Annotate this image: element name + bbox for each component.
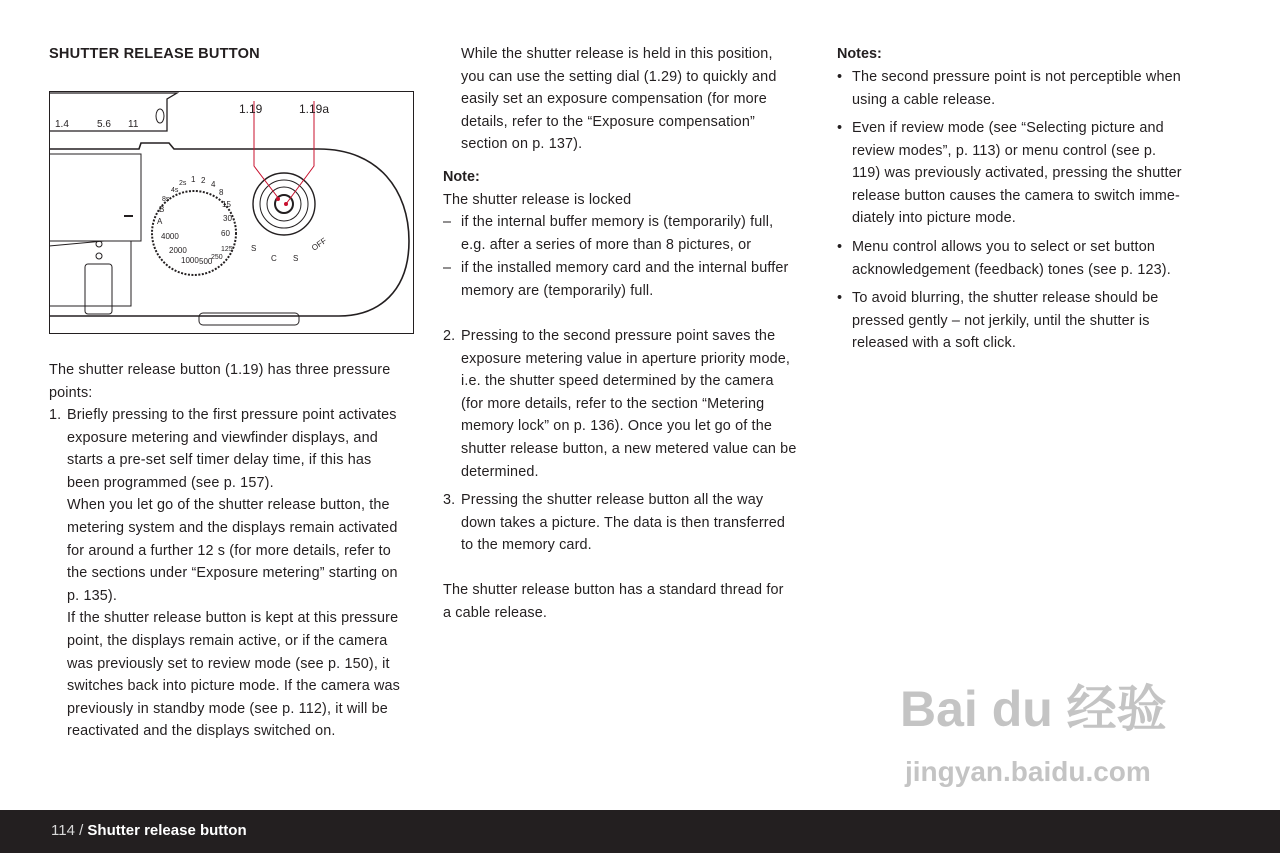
text-line: To avoid blurring, the shutter release should be	[852, 290, 1159, 306]
text-line: review modes”, p. 113) or menu control (see p.	[852, 142, 1157, 159]
watermark-logo: Bai du 经验	[900, 681, 1167, 737]
text-line: Menu control allows you to select or set button	[852, 239, 1156, 255]
text-line: released with a soft click.	[852, 335, 1017, 352]
text-line: exposure metering value in aperture priority mode,	[461, 350, 791, 367]
dial-label: 4s	[171, 187, 179, 194]
text-line: using a cable release.	[852, 91, 996, 108]
text-line: if the internal buffer memory is (temporarily) full,	[461, 214, 774, 230]
list-item-3	[443, 489, 785, 557]
text-line: to the memory card.	[461, 537, 592, 554]
text-line: i.e. the shutter speed determined by the camera	[461, 373, 774, 390]
text-line: p. 135).	[67, 587, 118, 604]
list-marker: –	[443, 260, 452, 276]
dial-label: 2	[201, 176, 206, 185]
notes-bullet-1	[837, 66, 1181, 111]
text-line: e.g. after a series of more than 8 pictures, or	[461, 236, 752, 253]
callout-1-19a: 1.19a	[299, 102, 330, 116]
switch-label: C	[271, 254, 277, 263]
notes-bullet-4	[837, 287, 1158, 355]
list-marker: •	[837, 239, 843, 255]
text-line: pressed gently – not jerkily, until the shutter is	[852, 312, 1150, 329]
scale-label: 5.6	[97, 119, 111, 130]
text-line: Pressing the shutter release button all the way	[461, 492, 764, 508]
dial-label: 30	[223, 214, 232, 223]
dial-label: B	[159, 205, 165, 214]
text-line: If the shutter release button is kept at this pressure	[67, 610, 399, 627]
text-line: been programmed (see p. 157).	[67, 474, 274, 491]
switch-label: OFF	[309, 236, 329, 253]
dial-label: 250	[211, 254, 223, 261]
list-item-2	[443, 325, 797, 483]
camera-top-diagram	[49, 91, 414, 334]
text-line: you can use the setting dial (1.29) to quickly and	[461, 68, 777, 85]
text-line: While the shutter release is held in this position,	[461, 46, 773, 62]
text-line: starts a pre-set self timer delay time, if this has	[67, 452, 372, 469]
text-line: release button causes the camera to switch imme-	[852, 187, 1180, 204]
text-line: was previously set to review mode (see p. 150), it	[67, 655, 390, 672]
text-line: determined.	[461, 463, 539, 480]
dial-label: 1	[191, 175, 196, 184]
dial-label: 1000	[181, 256, 199, 265]
notes-heading: Notes:	[837, 46, 882, 62]
text-line: acknowledgement (feedback) tones (see p. 123).	[852, 261, 1171, 278]
dial-label: 4	[211, 180, 216, 189]
text-line: details, refer to the “Exposure compensation”	[461, 113, 755, 130]
list-marker: •	[837, 290, 843, 306]
list-marker: 1.	[49, 407, 62, 423]
dial-label: 125	[221, 246, 233, 253]
switch-label: S	[251, 244, 257, 253]
text-line: Briefly pressing to the first pressure point activates	[67, 407, 397, 423]
dial-label: 8s	[162, 196, 170, 203]
text-line: The shutter release button (1.19) has three pressure	[49, 362, 391, 378]
note-item-1	[443, 211, 803, 256]
closing-paragraph	[443, 579, 784, 624]
text-line: points:	[49, 384, 93, 401]
text-line: The shutter release button has a standard thread for	[443, 582, 784, 598]
text-line: memory are (temporarily) full.	[461, 282, 654, 299]
list-item-1	[49, 404, 400, 743]
text-line: shutter release button, a new metered value can be	[461, 440, 797, 457]
list-marker: 3.	[443, 492, 456, 508]
page-footer	[0, 810, 1280, 853]
notes-bullet-3	[837, 236, 1171, 281]
note-heading: Note:	[443, 169, 480, 185]
text-line: Pressing to the second pressure point saves the	[461, 328, 776, 344]
dial-label: 500	[199, 257, 213, 266]
baidu-watermark	[900, 680, 1220, 805]
text-line: diately into picture mode.	[852, 210, 1016, 227]
list-marker: 2.	[443, 328, 456, 344]
text-line: switches back into picture mode. If the camera was	[67, 678, 401, 695]
scale-label: 11	[128, 119, 139, 130]
dial-label: 60	[221, 229, 230, 238]
text-line: the sections under “Exposure metering” starting on	[67, 565, 398, 582]
text-line: When you let go of the shutter release button, the	[67, 497, 390, 514]
text-line: point, the displays remain active, or if the camera	[67, 632, 388, 649]
dial-label: 2s	[179, 180, 187, 187]
text-line: Even if review mode (see “Selecting picture and	[852, 120, 1164, 136]
text-line: memory lock” on p. 136). Once you let go of the	[461, 418, 773, 435]
list-marker: •	[837, 120, 843, 136]
text-line: 119) was previously activated, pressing the shutter	[852, 165, 1182, 182]
note-item-2	[443, 257, 789, 302]
section-title: Shutter release button	[87, 822, 247, 839]
note-intro: The shutter release is locked	[443, 192, 632, 208]
dial-label: 4000	[161, 232, 179, 241]
page-title: SHUTTER RELEASE BUTTON	[49, 46, 260, 62]
text-line: exposure metering and viewfinder displays, and	[67, 429, 378, 446]
notes-bullet-2	[837, 117, 1182, 230]
list-marker: –	[443, 214, 452, 230]
text-line: section on p. 137).	[461, 136, 583, 153]
watermark-url: jingyan.baidu.com	[905, 756, 1151, 787]
text-line: easily set an exposure compensation (for more	[461, 91, 767, 108]
text-line: The second pressure point is not perceptible when	[852, 69, 1181, 85]
text-line: a cable release.	[443, 604, 547, 621]
dial-label: 15	[222, 200, 231, 209]
page-number: 114 /	[51, 822, 84, 839]
callout-1-19: 1.19	[239, 102, 263, 116]
switch-label: S	[293, 254, 299, 263]
dial-label: 2000	[169, 246, 187, 255]
text-line: for around a further 12 s (for more details, refer to	[67, 542, 391, 559]
text-line: down takes a picture. The data is then transferred	[461, 514, 786, 531]
dial-label: 8	[219, 188, 224, 197]
intro-paragraph	[49, 359, 390, 404]
text-line: metering system and the displays remain activated	[67, 519, 398, 536]
text-line: if the installed memory card and the internal buffer	[461, 260, 789, 276]
scale-label: 1.4	[55, 119, 69, 130]
text-line: reactivated and the displays switched on.	[67, 723, 336, 740]
list-marker: •	[837, 69, 843, 85]
text-line: (for more details, refer to the section “Metering	[461, 395, 765, 412]
dial-label: A	[157, 217, 163, 226]
text-line: previously in standby mode (see p. 112), it will be	[67, 700, 388, 717]
continued-paragraph	[443, 43, 777, 156]
